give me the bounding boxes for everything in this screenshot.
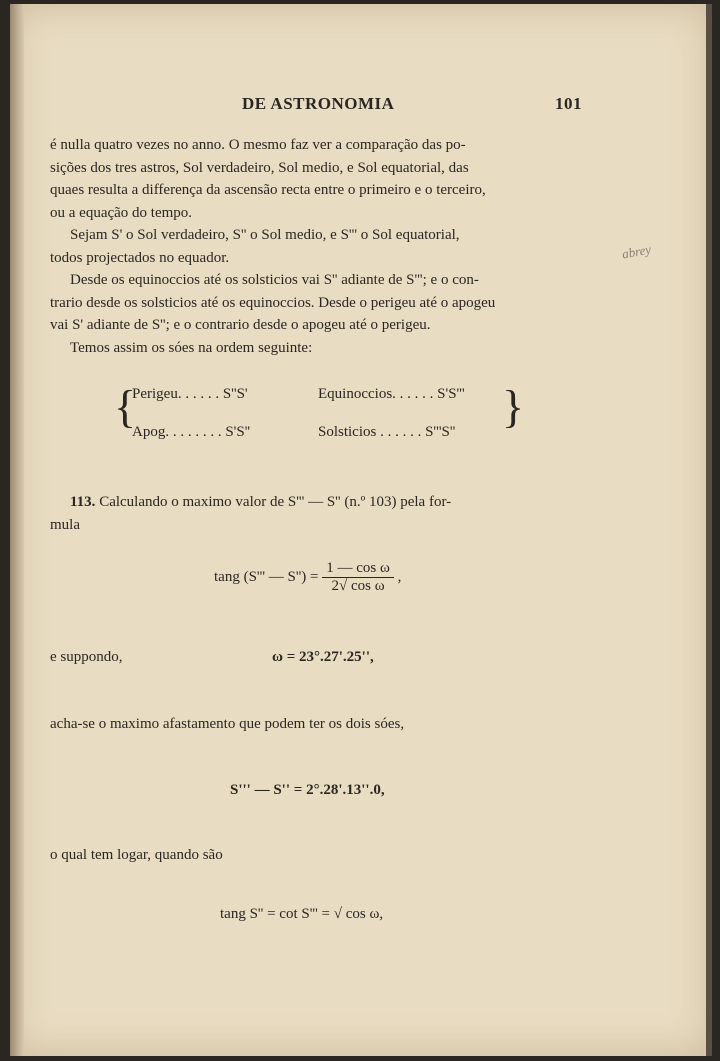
text-line: vai S' adiante de S''; e o contrario desde o apogeu até o perigeu. [50,317,431,333]
page-number: 101 [555,94,582,113]
formula-lhs: tang (S''' — S'') = [214,568,319,585]
row-perigeu: Perigeu. . . . . . S''S' [132,386,248,402]
paragraph-4 [50,337,590,360]
text-line: quaes resulta a differença da ascensão recta entre o primeiro e o terceiro, [50,182,486,198]
body-text [50,134,590,359]
formula-fraction [322,560,394,595]
formula-max-difference: S''' — S'' = 2°.28'.13''.0, [230,782,385,798]
text-line: é nulla quatro vezes no anno. O mesmo faz ver a comparação das po- [50,137,466,153]
left-brace: { [114,381,137,432]
formula-omega: ω = 23°.27'.25'', [272,649,374,665]
qual-text: o qual tem logar, quando são [50,847,223,863]
paragraph-2 [50,224,590,269]
text-line: ou a equação do tempo. [50,204,193,221]
section-number: 113. [70,494,96,510]
paragraph-3 [50,269,590,337]
formula-trail: , [397,568,402,585]
text-line [50,491,590,514]
formula-tangent-difference [214,560,401,595]
supp-label: e suppondo, [50,649,123,665]
section-113 [50,491,590,536]
fraction-denominator: 2√ cos ω [331,578,385,594]
page-edge [706,4,712,1056]
row-equinoccios: Equinoccios. . . . . . S'S''' [318,386,465,402]
row-solsticios: Solsticios . . . . . . S'''S'' [318,424,456,440]
header-title: DE ASTRONOMIA [242,94,395,113]
acha-text: acha-se o maximo afastamento que podem ter os dois sóes, [50,716,405,732]
text-line: mula [50,516,80,533]
section-text: Calculando o maximo valor de S''' — S'' (n.º 103) pela for- [99,494,452,510]
text-line: Temos assim os sóes na ordem seguinte: [70,339,313,356]
text-line: todos projectados no equador. [50,249,230,266]
book-page [10,4,712,1056]
right-brace: } [502,381,525,432]
text-line: trario desde os solsticios até os equinoccios. Desde o perigeu até o apogeu [50,294,496,311]
row-apog: Apog. . . . . . . . S'S'' [132,424,251,440]
margin-annotation: abrey [620,241,653,262]
text-line: Desde os equinoccios até os solsticios vai S'' adiante de S'''; e o con- [70,272,479,288]
text-line: Sejam S' o Sol verdadeiro, S'' o Sol medio, e S''' o Sol equatorial, [70,227,460,243]
fraction-numerator: 1 — cos ω [322,560,394,578]
paragraph-1 [50,134,590,224]
formula-tang-cot: tang S'' = cot S''' = √ cos ω, [220,906,384,922]
page-binding [10,4,24,1056]
text-line: sições dos tres astros, Sol verdadeiro, Sol medio, e Sol equatorial, das [50,159,469,176]
